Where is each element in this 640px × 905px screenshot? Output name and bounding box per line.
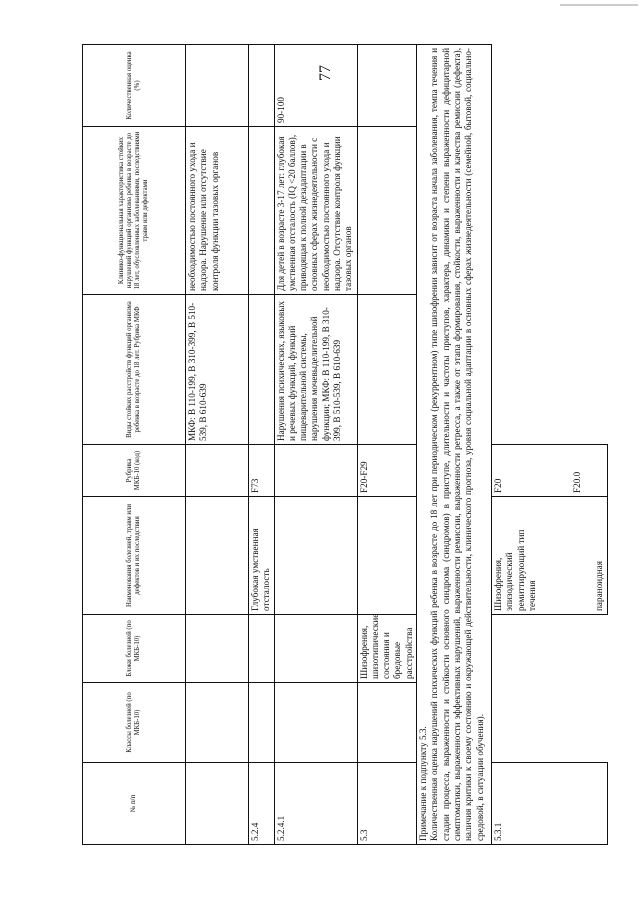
- cell-clinical: [492, 127, 607, 295]
- cell-code: [492, 445, 607, 497]
- note-row: [417, 45, 492, 845]
- cell-code: [186, 445, 249, 497]
- table-row: [186, 45, 249, 845]
- table-row: [249, 45, 275, 845]
- rotated-document-table: [82, 45, 605, 845]
- cell-block: [249, 615, 275, 683]
- cell-icf: [249, 295, 275, 445]
- cell-block: [274, 615, 357, 683]
- cell-name: [357, 497, 416, 615]
- cell-block: Шизофрения, шизотипические состояния и бредовые расстройства: [357, 615, 416, 683]
- cell-clinical: Для детей в возрасте 3-17 лет: глубокая умственная отсталость (IQ <20 баллов), приводящая к полной дезадаптации в основных сферах жизнедеятельности с необходимостью постоянного ухода и надзора. Отсутствие контроля функции тазовых органов: [274, 127, 357, 295]
- cell-name: Глубокая умственная отсталость: [249, 497, 275, 615]
- note-title: Примечание к подпункту 5.3.: [418, 726, 429, 841]
- cell-icf: [492, 295, 607, 445]
- header-disease-class: Классы болезней (по МКБ-10): [83, 683, 186, 763]
- cell-code: F20-F29: [357, 445, 416, 497]
- cell-score: [249, 45, 275, 127]
- cell-num: 5.3: [357, 763, 416, 845]
- header-row: [83, 45, 186, 845]
- cell-num: 5.3.1: [492, 763, 607, 845]
- cell-num: 5.2.4: [249, 763, 275, 845]
- cell-block: [492, 615, 607, 683]
- cell-name: [274, 497, 357, 615]
- cell-code: [274, 445, 357, 497]
- table-row: [274, 45, 357, 845]
- cell-score: 90-100: [274, 45, 357, 127]
- cell-name: [186, 497, 249, 615]
- cell-class: [492, 683, 607, 763]
- cell-num: 5.2.4.1: [274, 763, 357, 845]
- cell-num: [186, 763, 249, 845]
- note-text: Количественная оценка нарушений психических функций ребенка в возрасте до 18 лет при периодическом (рекуррентном) типе шизофрении зависит от возраста начала заболевания, темпа течения и стадии процесса, выраженности и стойкости основного синдрома (синдромов) в приступе, длительности и частоты приступов, характера, динамики и степени выраженности дефицитарной симптоматики, выраженности эффективных нарушений, выраженности ремиссии, выраженности ретресса, а также от этапа формирования, стойкости, выраженности и качества ремиссии (дефекта), наличия критики к своему состоянию и окружающей действительности, клинического прогноза, уровня социальной адаптации в основных сферах жизнедеятельности (семейной, бытовой, социально-средовой, в ситуации обучения).: [429, 48, 485, 841]
- cell-class: [249, 683, 275, 763]
- cell-clinical: [249, 127, 275, 295]
- header-icf-types: Виды стойких расстройств функций организма ребенка в возрасте до 18 лет. Рубрика МКФ: [83, 295, 186, 445]
- header-icd-code: Рубрика МКБ-10 (код): [83, 445, 186, 497]
- header-num: № п/п: [83, 763, 186, 845]
- cell-score: [492, 45, 607, 127]
- table-row: [357, 45, 416, 845]
- scan-edge-mark: [560, 4, 638, 6]
- header-disease-name: Наименования болезней, травм или дефектов и их последствия: [83, 497, 186, 615]
- code-main: F20: [493, 478, 504, 493]
- cell-class: [186, 683, 249, 763]
- cell-block: [186, 615, 249, 683]
- table-row: [492, 45, 607, 845]
- cell-score: [357, 45, 416, 127]
- cell-name: [492, 497, 607, 615]
- cell-code: F73: [249, 445, 275, 497]
- header-disease-block: Блоки болезней (по МКБ-10): [83, 615, 186, 683]
- subtype-paranoid: параноидная: [594, 561, 605, 611]
- cell-icf: МКФ: В 110-199, В 310-399, В 510-539, В 610-639: [186, 295, 249, 445]
- note-cell: [417, 45, 492, 845]
- disease-criteria-table: [82, 44, 608, 845]
- cell-icf: [357, 295, 416, 445]
- cell-score: [186, 45, 249, 127]
- cell-clinical: [357, 127, 416, 295]
- cell-class: [274, 683, 357, 763]
- cell-icf: Нарушения психических, языковых и речевых функций, функций пищеварительной системы, нарушения мочевыделительной функции; МКФ: В 110-199, В 310-399, В 510-539, В 610-639: [274, 295, 357, 445]
- subtype-main: Шизофрения, эпизодический ремиттирующий тип течения: [493, 529, 537, 611]
- code-sub: F20.0: [572, 471, 583, 493]
- cell-class: [357, 683, 416, 763]
- header-clinical: Клинико-функциональная характеристика стойких нарушений функций организма ребенка в возрасте до 18 лет, обусловленных заболеваниями, последствиями травм или дефектами: [83, 127, 186, 295]
- cell-clinical: необходимостью постоянного ухода и надзора. Нарушение или отсутствие контроля функции тазовых органов: [186, 127, 249, 295]
- header-score: Количественная оценка (%): [83, 45, 186, 127]
- page-number: 77: [317, 65, 334, 81]
